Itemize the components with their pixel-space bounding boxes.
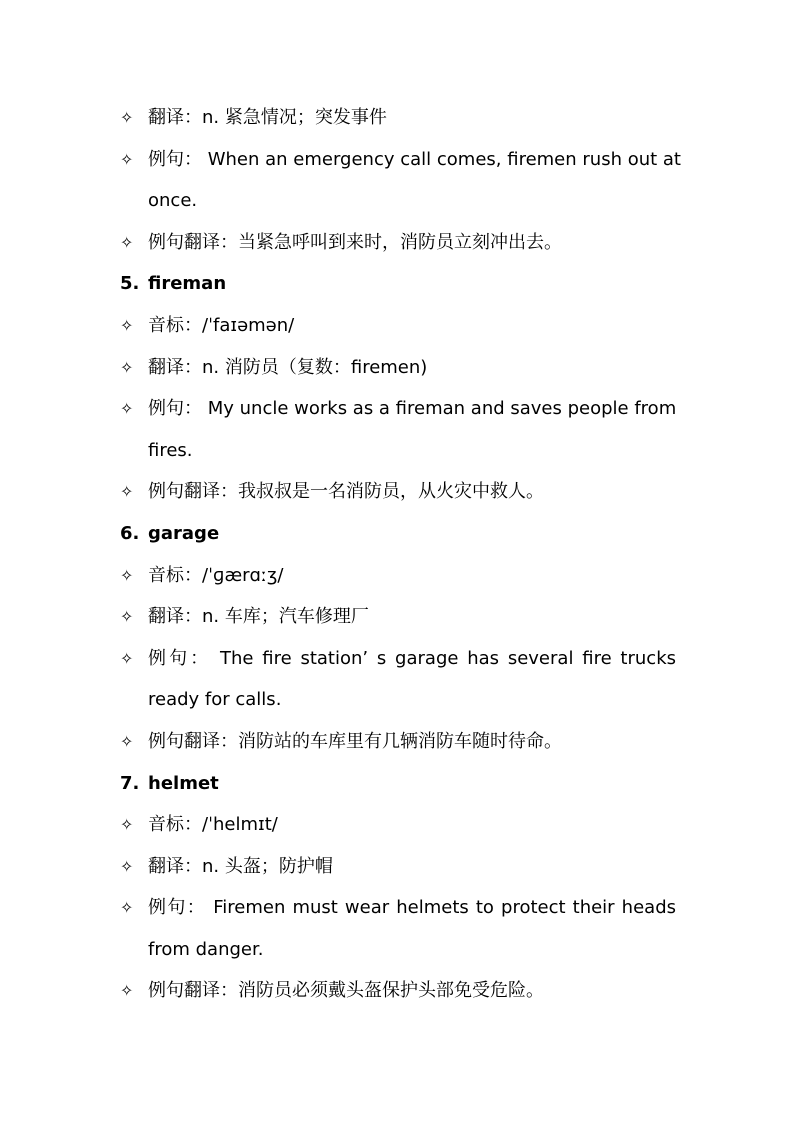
- example-line: [120, 388, 676, 430]
- example-translation-text: 例句翻译：我叔叔是一名消防员，从火灾中救人。: [148, 481, 544, 503]
- example-continuation-text: fires.: [148, 439, 193, 461]
- translation-text: 翻译：n. 紧急情况；突发事件: [148, 107, 387, 128]
- word-heading: [120, 513, 676, 555]
- translation-text: 翻译：n. 车库；汽车修理厂: [148, 606, 369, 628]
- bullet-icon: ✧: [120, 108, 134, 127]
- example-translation-line: [120, 970, 676, 1012]
- word-number: 6.: [120, 522, 140, 544]
- bullet-icon: ✧: [120, 399, 134, 419]
- bullet-icon: ✧: [120, 856, 134, 876]
- bullet-icon: ✧: [120, 981, 134, 1001]
- example-continuation: [120, 180, 676, 222]
- example-translation-text: 例句翻译：消防站的车库里有几辆消防车随时待命。: [148, 730, 562, 752]
- word-title: garage: [148, 522, 220, 544]
- bullet-icon: ✧: [120, 648, 134, 668]
- phonetic-line: [120, 804, 676, 846]
- bullet-icon: ✧: [120, 232, 134, 252]
- phonetic-text: 音标：/ˈfaɪəmən/: [148, 314, 295, 336]
- phonetic-line: [120, 555, 676, 597]
- example-translation-text: 例句翻译：当紧急呼叫到来时，消防员立刻冲出去。: [148, 231, 562, 253]
- vocabulary-list: [120, 97, 681, 1012]
- word-heading: [120, 763, 676, 805]
- bullet-icon: ✧: [120, 898, 134, 918]
- translation-line: [120, 97, 676, 139]
- example-translation-line: [120, 222, 676, 264]
- translation-line: [120, 596, 676, 638]
- bullet-icon: ✧: [120, 315, 134, 335]
- example-line: [120, 638, 676, 680]
- bullet-icon: ✧: [120, 815, 134, 835]
- example-continuation-text: from danger.: [148, 938, 264, 960]
- example-continuation: [120, 430, 676, 472]
- example-line: [120, 887, 676, 929]
- example-text: 例句： When an emergency call comes, firemen rush out at: [148, 148, 681, 170]
- word-title: fireman: [148, 273, 227, 295]
- bullet-icon: ✧: [120, 357, 134, 377]
- translation-text: 翻译：n. 消防员（复数：firemen): [148, 356, 428, 378]
- example-text: 例句： Firemen must wear helmets to protect their heads: [148, 897, 676, 919]
- example-translation-line: [120, 721, 676, 763]
- bullet-icon: ✧: [120, 149, 134, 169]
- translation-text: 翻译：n. 头盔；防护帽: [148, 855, 333, 877]
- bullet-icon: ✧: [120, 731, 134, 751]
- example-continuation-text: once.: [148, 190, 198, 212]
- word-heading: [120, 263, 676, 305]
- phonetic-text: 音标：/ˈɡærɑːʒ/: [148, 564, 284, 586]
- phonetic-line: [120, 305, 676, 347]
- example-continuation: [120, 929, 676, 971]
- example-text: 例句： My uncle works as a fireman and saves people from: [148, 398, 677, 420]
- translation-line: [120, 846, 676, 888]
- bullet-icon: ✧: [120, 607, 134, 627]
- bullet-icon: ✧: [120, 482, 134, 502]
- translation-line: [120, 347, 676, 389]
- example-translation-line: [120, 471, 676, 513]
- example-line: [120, 139, 681, 181]
- phonetic-text: 音标：/ˈhelmɪt/: [148, 814, 278, 836]
- example-continuation-text: ready for calls.: [148, 689, 282, 711]
- word-title: helmet: [148, 772, 219, 794]
- word-number: 5.: [120, 273, 140, 295]
- bullet-icon: ✧: [120, 565, 134, 585]
- word-number: 7.: [120, 772, 140, 794]
- example-translation-text: 例句翻译：消防员必须戴头盔保护头部免受危险。: [148, 980, 544, 1002]
- example-text: 例句： The fire station’ s garage has several fire trucks: [148, 647, 676, 669]
- example-continuation: [120, 679, 676, 721]
